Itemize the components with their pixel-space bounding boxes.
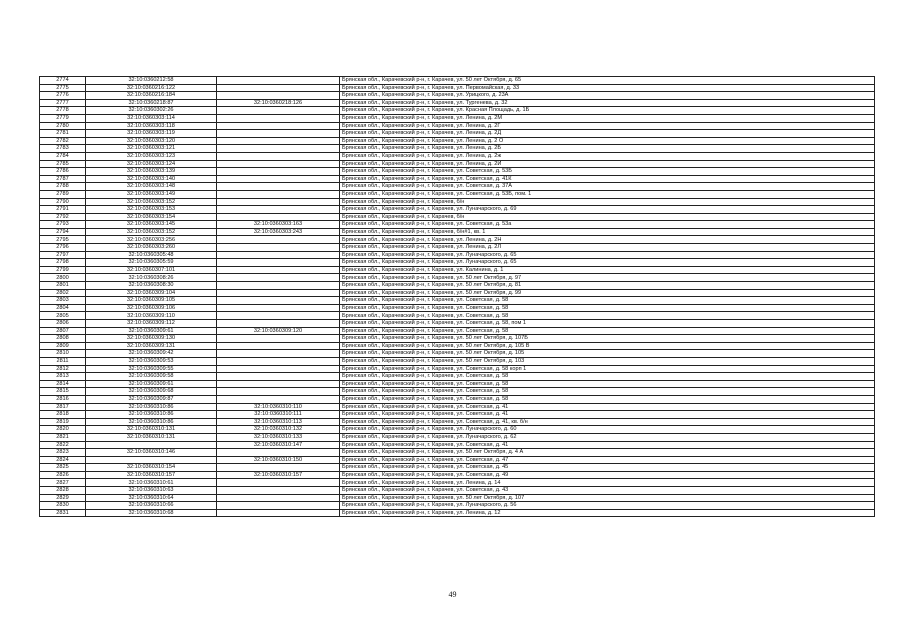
- parent-cadastral-cell: [217, 487, 340, 495]
- table-row: [40, 137, 875, 145]
- cadastral-number-cell: 32:10:0360308:30: [86, 282, 217, 290]
- table-row: [40, 342, 875, 350]
- table-row: [40, 221, 875, 229]
- address-cell: Брянская обл., Карачевский р-н, г. Карачев, ул. Ленина, д. 2И: [340, 160, 875, 168]
- row-number-cell: 2830: [40, 502, 86, 510]
- parent-cadastral-cell: [217, 373, 340, 381]
- cadastral-number-cell: 32:10:0360309:61: [86, 327, 217, 335]
- row-number-cell: 2823: [40, 449, 86, 457]
- row-number-cell: 2821: [40, 433, 86, 441]
- cadastral-number-cell: 32:10:0360303:119: [86, 130, 217, 138]
- cadastral-number-cell: 32:10:0360309:87: [86, 395, 217, 403]
- address-cell: Брянская обл., Карачевский р-н, г. Карачев, ул. Ленина, д. 2Д: [340, 130, 875, 138]
- parent-cadastral-cell: 32:10:0360218:126: [217, 99, 340, 107]
- parent-cadastral-cell: [217, 282, 340, 290]
- table-row: [40, 449, 875, 457]
- cadastral-number-cell: 32:10:0360309:68: [86, 388, 217, 396]
- cadastral-number-cell: 32:10:0360303:260: [86, 244, 217, 252]
- row-number-cell: 2806: [40, 320, 86, 328]
- address-cell: Брянская обл., Карачевский р-н, г. Карачев, ул. Советская, д. 58: [340, 312, 875, 320]
- cadastral-number-cell: 32:10:0360212:58: [86, 77, 217, 85]
- row-number-cell: 2831: [40, 509, 86, 517]
- cadastral-number-cell: 32:10:0360309:131: [86, 342, 217, 350]
- address-cell: Брянская обл., Карачевский р-н, г. Карачев, б/н#1, кв. 1: [340, 228, 875, 236]
- row-number-cell: 2789: [40, 190, 86, 198]
- row-number-cell: 2803: [40, 297, 86, 305]
- cadastral-number-cell: 32:10:0360303:121: [86, 145, 217, 153]
- parent-cadastral-cell: [217, 350, 340, 358]
- address-cell: Брянская обл., Карачевский р-н, г. Карачев, ул. Советская, д. 41: [340, 441, 875, 449]
- table-row: [40, 107, 875, 115]
- parent-cadastral-cell: [217, 304, 340, 312]
- cadastral-number-cell: 32:10:0360309:110: [86, 312, 217, 320]
- parent-cadastral-cell: [217, 320, 340, 328]
- parent-cadastral-cell: 32:10:0360310:111: [217, 411, 340, 419]
- address-cell: Брянская обл., Карачевский р-н, г. Карачев, ул. Советская, д. 58: [340, 395, 875, 403]
- parent-cadastral-cell: [217, 190, 340, 198]
- parent-cadastral-cell: [217, 152, 340, 160]
- parent-cadastral-cell: 32:10:0360310:157: [217, 471, 340, 479]
- row-number-cell: 2775: [40, 84, 86, 92]
- parent-cadastral-cell: [217, 175, 340, 183]
- table-row: [40, 441, 875, 449]
- table-row: [40, 487, 875, 495]
- parent-cadastral-cell: [217, 137, 340, 145]
- cadastral-number-cell: 32:10:0360303:140: [86, 175, 217, 183]
- parent-cadastral-cell: [217, 357, 340, 365]
- table-row: [40, 411, 875, 419]
- cadastral-number-cell: 32:10:0360309:105: [86, 297, 217, 305]
- parent-cadastral-cell: [217, 77, 340, 85]
- parent-cadastral-cell: [217, 509, 340, 517]
- address-cell: Брянская обл., Карачевский р-н, г. Карачев, ул. Советская, д. 58: [340, 380, 875, 388]
- parent-cadastral-cell: [217, 168, 340, 176]
- address-cell: Брянская обл., Карачевский р-н, г. Карачев, ул. Луначарского, д. 65: [340, 259, 875, 267]
- address-cell: Брянская обл., Карачевский р-н, г. Карачев, ул. Советская, д. 58: [340, 327, 875, 335]
- table-row: [40, 259, 875, 267]
- row-number-cell: 2816: [40, 395, 86, 403]
- row-number-cell: 2815: [40, 388, 86, 396]
- parent-cadastral-cell: [217, 502, 340, 510]
- parent-cadastral-cell: 32:10:0360310:133: [217, 433, 340, 441]
- address-cell: Брянская обл., Карачевский р-н, г. Карачев, ул. Ленина, д. 2Г: [340, 122, 875, 130]
- table-row: [40, 395, 875, 403]
- table-row: [40, 464, 875, 472]
- address-cell: Брянская обл., Карачевский р-н, г. Карачев, ул. Ленина, д. 2Б: [340, 145, 875, 153]
- row-number-cell: 2829: [40, 494, 86, 502]
- parent-cadastral-cell: 32:10:0360310:132: [217, 426, 340, 434]
- address-cell: Брянская обл., Карачевский р-н, г. Карачев, ул. Луначарского, д. 65: [340, 251, 875, 259]
- address-cell: Брянская обл., Карачевский р-н, г. Карачев, ул. Ленина, д. 14: [340, 479, 875, 487]
- cadastral-number-cell: 32:10:0360303:120: [86, 137, 217, 145]
- row-number-cell: 2802: [40, 289, 86, 297]
- row-number-cell: 2799: [40, 266, 86, 274]
- cadastral-number-cell: 32:10:0360309:55: [86, 365, 217, 373]
- table-row: [40, 509, 875, 517]
- row-number-cell: 2807: [40, 327, 86, 335]
- cadastral-number-cell: [86, 441, 217, 449]
- row-number-cell: 2824: [40, 456, 86, 464]
- table-row: [40, 304, 875, 312]
- table-row: [40, 373, 875, 381]
- cadastral-number-cell: 32:10:0360310:131: [86, 426, 217, 434]
- table-row: [40, 175, 875, 183]
- table-row: [40, 99, 875, 107]
- row-number-cell: 2826: [40, 471, 86, 479]
- address-cell: Брянская обл., Карачевский р-н, г. Карачев, ул. Красная Площадь, д. 1Б: [340, 107, 875, 115]
- cadastral-number-cell: 32:10:0360310:61: [86, 479, 217, 487]
- address-cell: Брянская обл., Карачевский р-н, г. Карачев, ул. Советская, д. 49: [340, 471, 875, 479]
- cadastral-number-cell: 32:10:0360303:114: [86, 114, 217, 122]
- address-cell: Брянская обл., Карачевский р-н, г. Карачев, ул. 50 лет Октября, д. 105 В: [340, 342, 875, 350]
- table-row: [40, 297, 875, 305]
- table-row: [40, 433, 875, 441]
- table-row: [40, 418, 875, 426]
- parent-cadastral-cell: [217, 92, 340, 100]
- row-number-cell: 2781: [40, 130, 86, 138]
- address-cell: Брянская обл., Карачевский р-н, г. Карачев, ул. Советская, д. 45: [340, 464, 875, 472]
- address-cell: Брянская обл., Карачевский р-н, г. Карачев, ул. Луначарского, д. 69: [340, 206, 875, 214]
- cadastral-number-cell: 32:10:0360303:118: [86, 122, 217, 130]
- row-number-cell: 2778: [40, 107, 86, 115]
- row-number-cell: 2801: [40, 282, 86, 290]
- address-cell: Брянская обл., Карачевский р-н, г. Карачев, ул. 50 лет Октября, д. 65: [340, 77, 875, 85]
- cadastral-number-cell: 32:10:0360309:106: [86, 304, 217, 312]
- cadastral-number-cell: 32:10:0360309:58: [86, 373, 217, 381]
- row-number-cell: 2792: [40, 213, 86, 221]
- table-row: [40, 320, 875, 328]
- cadastral-number-cell: 32:10:0360310:154: [86, 464, 217, 472]
- table-row: [40, 114, 875, 122]
- cadastral-number-cell: 32:10:0360310:131: [86, 433, 217, 441]
- address-cell: Брянская обл., Карачевский р-н, г. Карачев, ул. Тургенева, д. 32: [340, 99, 875, 107]
- parent-cadastral-cell: 32:10:0360310:110: [217, 403, 340, 411]
- cadastral-number-cell: 32:10:0360216:122: [86, 84, 217, 92]
- parent-cadastral-cell: [217, 335, 340, 343]
- parent-cadastral-cell: [217, 183, 340, 191]
- row-number-cell: 2791: [40, 206, 86, 214]
- row-number-cell: 2780: [40, 122, 86, 130]
- table-row: [40, 274, 875, 282]
- parent-cadastral-cell: [217, 395, 340, 403]
- table-row: [40, 152, 875, 160]
- parent-cadastral-cell: [217, 160, 340, 168]
- address-cell: Брянская обл., Карачевский р-н, г. Карачев, ул. 50 лет Октября, д. 97: [340, 274, 875, 282]
- table-row: [40, 122, 875, 130]
- parent-cadastral-cell: [217, 297, 340, 305]
- parent-cadastral-cell: [217, 236, 340, 244]
- row-number-cell: 2812: [40, 365, 86, 373]
- row-number-cell: 2787: [40, 175, 86, 183]
- address-cell: Брянская обл., Карачевский р-н, г. Карачев, б/н: [340, 198, 875, 206]
- parent-cadastral-cell: [217, 198, 340, 206]
- cadastral-number-cell: 32:10:0360302:26: [86, 107, 217, 115]
- table-row: [40, 357, 875, 365]
- row-number-cell: 2777: [40, 99, 86, 107]
- parent-cadastral-cell: [217, 388, 340, 396]
- cadastral-number-cell: 32:10:0360309:53: [86, 357, 217, 365]
- row-number-cell: 2808: [40, 335, 86, 343]
- parent-cadastral-cell: [217, 449, 340, 457]
- address-cell: Брянская обл., Карачевский р-н, г. Карачев, ул. Советская, д. 47: [340, 456, 875, 464]
- address-cell: Брянская обл., Карачевский р-н, г. Карачев, ул. Советская, д. 53Б: [340, 168, 875, 176]
- address-cell: Брянская обл., Карачевский р-н, г. Карачев, ул. Ленина, д. 2М: [340, 114, 875, 122]
- address-cell: Брянская обл., Карачевский р-н, г. Карачев, ул. 50 лет Октября, д. 4 А: [340, 449, 875, 457]
- address-cell: Брянская обл., Карачевский р-н, г. Карачев, ул. Советская, д. 58 корп 1: [340, 365, 875, 373]
- parent-cadastral-cell: [217, 494, 340, 502]
- table-row: [40, 380, 875, 388]
- parent-cadastral-cell: [217, 479, 340, 487]
- cadastral-number-cell: 32:10:0360310:68: [86, 509, 217, 517]
- table-row: [40, 77, 875, 85]
- address-cell: Брянская обл., Карачевский р-н, г. Карачев, ул. Ленина, д. 2Л: [340, 244, 875, 252]
- address-cell: Брянская обл., Карачевский р-н, г. Карачев, ул. Советская, д. 58: [340, 297, 875, 305]
- row-number-cell: 2809: [40, 342, 86, 350]
- parent-cadastral-cell: [217, 266, 340, 274]
- table-row: [40, 388, 875, 396]
- row-number-cell: 2828: [40, 487, 86, 495]
- address-cell: Брянская обл., Карачевский р-н, г. Карачев, ул. Советская, д. 41: [340, 411, 875, 419]
- cadastral-number-cell: 32:10:0360303:149: [86, 190, 217, 198]
- parent-cadastral-cell: [217, 213, 340, 221]
- parent-cadastral-cell: [217, 289, 340, 297]
- cadastral-number-cell: 32:10:0360310:86: [86, 411, 217, 419]
- row-number-cell: 2782: [40, 137, 86, 145]
- cadastral-number-cell: 32:10:0360216:184: [86, 92, 217, 100]
- table-row: [40, 190, 875, 198]
- cadastral-number-cell: 32:10:0360310:64: [86, 494, 217, 502]
- table-row: [40, 471, 875, 479]
- cadastral-number-cell: 32:10:0360309:61: [86, 380, 217, 388]
- table-row: [40, 92, 875, 100]
- address-cell: Брянская обл., Карачевский р-н, г. Карачев, ул. Советская, д. 58: [340, 388, 875, 396]
- address-cell: Брянская обл., Карачевский р-н, г. Карачев, ул. 50 лет Октября, д. 107Б: [340, 335, 875, 343]
- address-cell: Брянская обл., Карачевский р-н, г. Карачев, ул. Советская, д. 41, кв. б/н: [340, 418, 875, 426]
- cadastral-number-cell: 32:10:0360303:154: [86, 213, 217, 221]
- parent-cadastral-cell: [217, 206, 340, 214]
- cadastral-number-cell: 32:10:0360309:42: [86, 350, 217, 358]
- cadastral-number-cell: 32:10:0360303:124: [86, 160, 217, 168]
- row-number-cell: 2783: [40, 145, 86, 153]
- cadastral-number-cell: 32:10:0360310:66: [86, 502, 217, 510]
- row-number-cell: 2817: [40, 403, 86, 411]
- address-cell: Брянская обл., Карачевский р-н, г. Карачев, ул. Ленина, д. 2 О: [340, 137, 875, 145]
- address-cell: Брянская обл., Карачевский р-н, г. Карачев, ул. Советская, д. 37А: [340, 183, 875, 191]
- table-row: [40, 456, 875, 464]
- table-row: [40, 160, 875, 168]
- cadastral-number-cell: 32:10:0360310:63: [86, 487, 217, 495]
- parent-cadastral-cell: [217, 145, 340, 153]
- parent-cadastral-cell: [217, 274, 340, 282]
- cadastral-number-cell: 32:10:0360305:59: [86, 259, 217, 267]
- row-number-cell: 2796: [40, 244, 86, 252]
- row-number-cell: 2811: [40, 357, 86, 365]
- parent-cadastral-cell: 32:10:0360310:113: [217, 418, 340, 426]
- cadastral-number-cell: 32:10:0360303:148: [86, 183, 217, 191]
- parent-cadastral-cell: [217, 251, 340, 259]
- parent-cadastral-cell: [217, 107, 340, 115]
- cadastral-number-cell: 32:10:0360303:139: [86, 168, 217, 176]
- cadastral-number-cell: 32:10:0360310:157: [86, 471, 217, 479]
- cadastral-number-cell: 32:10:0360303:152: [86, 198, 217, 206]
- parent-cadastral-cell: [217, 130, 340, 138]
- address-cell: Брянская обл., Карачевский р-н, г. Карачев, ул. Советская, д. 41: [340, 403, 875, 411]
- row-number-cell: 2776: [40, 92, 86, 100]
- address-cell: Брянская обл., Карачевский р-н, г. Карачев, ул. 50 лет Октября, д. 99: [340, 289, 875, 297]
- address-cell: Брянская обл., Карачевский р-н, г. Карачев, ул. 50 лет Октября, д. 103: [340, 357, 875, 365]
- address-cell: Брянская обл., Карачевский р-н, г. Карачев, ул. Советская, д. 58: [340, 304, 875, 312]
- row-number-cell: 2795: [40, 236, 86, 244]
- table-row: [40, 312, 875, 320]
- parent-cadastral-cell: [217, 312, 340, 320]
- row-number-cell: 2825: [40, 464, 86, 472]
- cadastral-number-cell: 32:10:0360310:86: [86, 403, 217, 411]
- parent-cadastral-cell: 32:10:0360310:147: [217, 441, 340, 449]
- row-number-cell: 2810: [40, 350, 86, 358]
- address-cell: Брянская обл., Карачевский р-н, г. Карачев, ул. Луначарского, д. 60: [340, 426, 875, 434]
- row-number-cell: 2790: [40, 198, 86, 206]
- registry-table: [39, 76, 875, 517]
- cadastral-number-cell: 32:10:0360309:112: [86, 320, 217, 328]
- row-number-cell: 2774: [40, 77, 86, 85]
- parent-cadastral-cell: [217, 464, 340, 472]
- table-row: [40, 282, 875, 290]
- row-number-cell: 2788: [40, 183, 86, 191]
- table-row: [40, 228, 875, 236]
- table-row: [40, 426, 875, 434]
- registry-table-body: [40, 77, 875, 517]
- table-row: [40, 502, 875, 510]
- table-row: [40, 327, 875, 335]
- table-row: [40, 213, 875, 221]
- parent-cadastral-cell: [217, 84, 340, 92]
- parent-cadastral-cell: [217, 380, 340, 388]
- parent-cadastral-cell: [217, 244, 340, 252]
- address-cell: Брянская обл., Карачевский р-н, г. Карачев, ул. Луначарского, д. 56: [340, 502, 875, 510]
- cadastral-number-cell: 32:10:0360309:130: [86, 335, 217, 343]
- address-cell: Брянская обл., Карачевский р-н, г. Карачев, ул. 50 лет Октября, д. 105: [340, 350, 875, 358]
- address-cell: Брянская обл., Карачевский р-н, г. Карачев, ул. Луначарского, д. 62: [340, 433, 875, 441]
- row-number-cell: 2813: [40, 373, 86, 381]
- address-cell: Брянская обл., Карачевский р-н, г. Карачев, ул. 50 лет Октября, д. 107: [340, 494, 875, 502]
- cadastral-number-cell: 32:10:0360303:123: [86, 152, 217, 160]
- table-row: [40, 365, 875, 373]
- address-cell: Брянская обл., Карачевский р-н, г. Карачев, ул. Ленина, д. 12: [340, 509, 875, 517]
- table-row: [40, 289, 875, 297]
- address-cell: Брянская обл., Карачевский р-н, г. Карачев, б/н: [340, 213, 875, 221]
- table-row: [40, 266, 875, 274]
- row-number-cell: 2827: [40, 479, 86, 487]
- cadastral-number-cell: 32:10:0360310:86: [86, 418, 217, 426]
- cadastral-number-cell: 32:10:0360307:101: [86, 266, 217, 274]
- row-number-cell: 2814: [40, 380, 86, 388]
- table-row: [40, 403, 875, 411]
- address-cell: Брянская обл., Карачевский р-н, г. Карачев, ул. Советская, д. 53а: [340, 221, 875, 229]
- address-cell: Брянская обл., Карачевский р-н, г. Карачев, ул. Калинина, д. 1: [340, 266, 875, 274]
- table-row: [40, 168, 875, 176]
- address-cell: Брянская обл., Карачевский р-н, г. Карачев, ул. Советская, д. 53Б, пом. 1: [340, 190, 875, 198]
- row-number-cell: 2819: [40, 418, 86, 426]
- table-row: [40, 206, 875, 214]
- row-number-cell: 2818: [40, 411, 86, 419]
- address-cell: Брянская обл., Карачевский р-н, г. Карачев, ул. Ленина, д. 2Н: [340, 236, 875, 244]
- table-row: [40, 236, 875, 244]
- table-row: [40, 335, 875, 343]
- table-row: [40, 145, 875, 153]
- cadastral-number-cell: 32:10:0360308:26: [86, 274, 217, 282]
- table-row: [40, 350, 875, 358]
- row-number-cell: 2794: [40, 228, 86, 236]
- table-row: [40, 84, 875, 92]
- table-row: [40, 244, 875, 252]
- row-number-cell: 2786: [40, 168, 86, 176]
- address-cell: Брянская обл., Карачевский р-н, г. Карачев, ул. Ленина, д. 2ж: [340, 152, 875, 160]
- row-number-cell: 2797: [40, 251, 86, 259]
- row-number-cell: 2820: [40, 426, 86, 434]
- table-row: [40, 183, 875, 191]
- row-number-cell: 2779: [40, 114, 86, 122]
- row-number-cell: 2784: [40, 152, 86, 160]
- cadastral-number-cell: 32:10:0360303:256: [86, 236, 217, 244]
- row-number-cell: 2822: [40, 441, 86, 449]
- parent-cadastral-cell: [217, 365, 340, 373]
- table-row: [40, 130, 875, 138]
- parent-cadastral-cell: 32:10:0360303:243: [217, 228, 340, 236]
- cadastral-number-cell: 32:10:0360310:146: [86, 449, 217, 457]
- parent-cadastral-cell: [217, 259, 340, 267]
- row-number-cell: 2800: [40, 274, 86, 282]
- table-row: [40, 251, 875, 259]
- row-number-cell: 2798: [40, 259, 86, 267]
- parent-cadastral-cell: 32:10:0360303:163: [217, 221, 340, 229]
- cadastral-number-cell: 32:10:0360303:153: [86, 206, 217, 214]
- address-cell: Брянская обл., Карачевский р-н, г. Карачев, ул. Советская, д. 43: [340, 487, 875, 495]
- table-row: [40, 198, 875, 206]
- cadastral-number-cell: 32:10:0360305:48: [86, 251, 217, 259]
- row-number-cell: 2805: [40, 312, 86, 320]
- parent-cadastral-cell: [217, 342, 340, 350]
- row-number-cell: 2804: [40, 304, 86, 312]
- cadastral-number-cell: 32:10:0360303:152: [86, 228, 217, 236]
- parent-cadastral-cell: 32:10:0360309:120: [217, 327, 340, 335]
- address-cell: Брянская обл., Карачевский р-н, г. Карачев, ул. Урицкого, д. 23А: [340, 92, 875, 100]
- parent-cadastral-cell: [217, 114, 340, 122]
- table-row: [40, 479, 875, 487]
- row-number-cell: 2785: [40, 160, 86, 168]
- table-row: [40, 494, 875, 502]
- parent-cadastral-cell: 32:10:0360310:150: [217, 456, 340, 464]
- row-number-cell: 2793: [40, 221, 86, 229]
- cadastral-number-cell: [86, 456, 217, 464]
- address-cell: Брянская обл., Карачевский р-н, г. Карачев, ул. 50 лет Октября, д. 81: [340, 282, 875, 290]
- parent-cadastral-cell: [217, 122, 340, 130]
- page-number: 49: [448, 590, 457, 599]
- address-cell: Брянская обл., Карачевский р-н, г. Карачев, ул. Советская, д. 41К: [340, 175, 875, 183]
- cadastral-number-cell: 32:10:0360218:87: [86, 99, 217, 107]
- address-cell: Брянская обл., Карачевский р-н, г. Карачев, ул. Советская, д. 58: [340, 373, 875, 381]
- address-cell: Брянская обл., Карачевский р-н, г. Карачев, ул. Советская, д. 58, пом 1: [340, 320, 875, 328]
- cadastral-number-cell: 32:10:0360309:104: [86, 289, 217, 297]
- address-cell: Брянская обл., Карачевский р-н, г. Карачев, ул. Первомайская, д. 33: [340, 84, 875, 92]
- cadastral-number-cell: 32:10:0360303:145: [86, 221, 217, 229]
